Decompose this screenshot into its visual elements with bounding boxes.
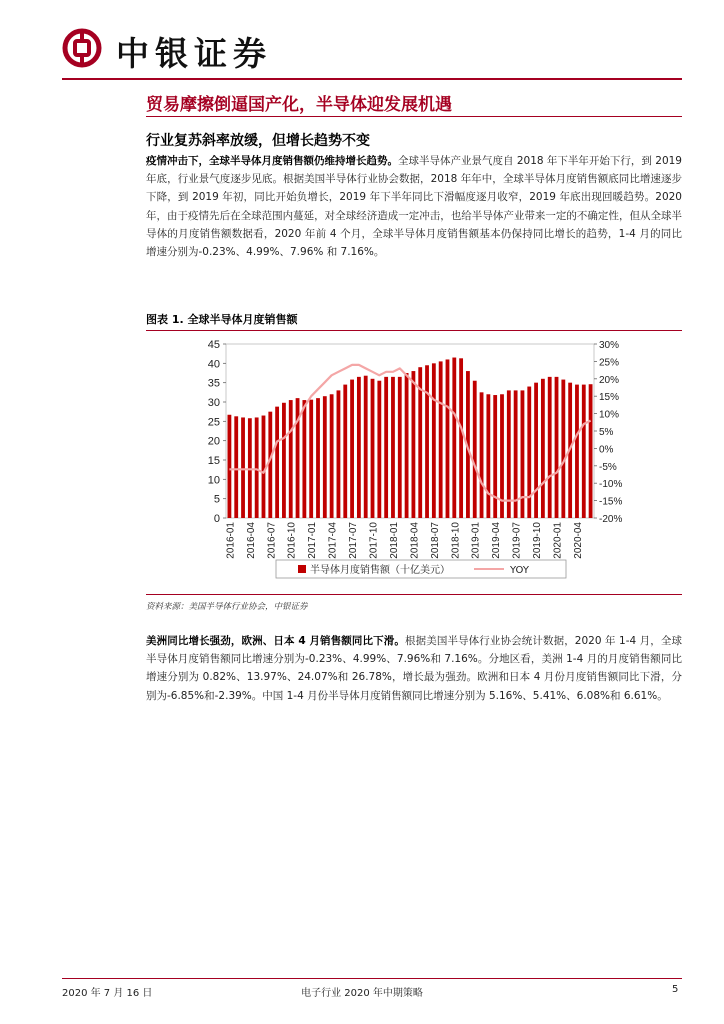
plot-area [226, 344, 594, 518]
sales-bar [432, 363, 436, 518]
source-divider [146, 594, 682, 595]
sales-bar [527, 387, 531, 518]
paragraph-1 [146, 152, 682, 261]
sales-bar [268, 412, 272, 518]
sales-bar [439, 361, 443, 518]
sales-bar [486, 394, 490, 518]
sales-bar [575, 385, 579, 518]
sales-bar [534, 383, 538, 518]
y-right-tick-label: 25% [599, 357, 620, 369]
header-divider [62, 78, 682, 80]
y-left-tick-label: 45 [207, 339, 220, 351]
figure-source: 资料来源：美国半导体行业协会，中银证券 [146, 602, 308, 612]
sales-bar [364, 376, 368, 518]
x-tick-label: 2019-10 [532, 522, 544, 559]
x-tick-label: 2018-10 [450, 522, 462, 559]
sales-bar [282, 403, 286, 518]
sales-bar [480, 392, 484, 518]
footer-date: 2020 年 7 月 16 日 [62, 988, 153, 999]
x-tick-label: 2016-07 [266, 522, 278, 559]
y-left-tick-label: 40 [207, 358, 220, 371]
boc-logo-icon [62, 28, 102, 68]
sales-bar [541, 379, 545, 518]
y-right-tick-label: 15% [599, 392, 620, 404]
y-right-tick-label: -20% [599, 514, 623, 525]
sales-bar [309, 400, 313, 518]
x-tick-label: 2017-10 [368, 522, 380, 559]
sales-bar [350, 380, 354, 518]
sales-bar [398, 377, 402, 518]
footer-report-name: 电子行业 2020 年中期策略 [301, 988, 423, 999]
sales-bar [582, 385, 586, 518]
page-title: 贸易摩擦倒逼国产化，半导体迎发展机遇 [146, 95, 452, 115]
sales-bar [561, 380, 565, 518]
y-left-tick-label: 30 [207, 397, 220, 409]
title-divider [146, 116, 682, 117]
sales-bar [446, 359, 450, 518]
y-right-tick-label: 10% [599, 409, 620, 421]
x-tick-label: 2020-04 [572, 522, 584, 559]
y-right-tick-label: 20% [599, 374, 620, 386]
paragraph-2-lead: 美洲同比增长强劲，欧洲、日本 4 月销售额同比下滑。 [146, 635, 405, 647]
sales-bar [357, 377, 361, 518]
y-left-tick-label: 5 [213, 493, 220, 506]
sales-bar [323, 396, 327, 518]
sales-bar [377, 381, 381, 518]
sales-bar [452, 358, 456, 518]
y-left-tick-label: 0 [213, 513, 220, 525]
footer-divider [62, 978, 682, 979]
x-tick-label: 2016-04 [245, 522, 257, 559]
paragraph-2-body: 根据美国半导体行业协会统计数据，2020 年 1-4 月，全球半导体月度销售额同比增速分别为-0.23%、4.99%、7.96%和 7.16%。分地区看，美洲 1-4 月的月度销售额同比增速分别为 0.82%、13.97%、24.07%和 26.78%，增长最为强劲。欧洲和日本 4 月份月度销售额同比下滑，分别为-6.85%和-2.39%。中国 1-4 月份半导体月度销售额同比增速分别为 5.16%、5.41%、6.08%和 6.61%。 [146, 635, 682, 702]
y-right-tick-label: 30% [599, 340, 620, 351]
x-tick-label: 2018-01 [388, 522, 400, 559]
x-tick-label: 2019-04 [491, 522, 503, 559]
sales-bar [493, 395, 497, 518]
y-left-tick-label: 35 [207, 377, 220, 390]
page-header [62, 22, 682, 74]
y-right-tick-label: 0% [599, 444, 614, 456]
sales-bar [371, 379, 375, 518]
x-tick-label: 2018-04 [409, 522, 421, 559]
sales-bar [289, 400, 293, 518]
x-tick-label: 2020-01 [552, 522, 564, 559]
sales-bar [302, 400, 306, 518]
paragraph-1-lead: 疫情冲击下，全球半导体月度销售额仍维持增长趋势。 [146, 155, 399, 167]
y-right-tick-label: -10% [599, 479, 623, 491]
y-right-tick-label: -5% [599, 461, 617, 473]
paragraph-2 [146, 632, 682, 705]
x-tick-label: 2017-01 [307, 522, 319, 559]
sales-bar [316, 398, 320, 518]
sales-bar [337, 390, 341, 518]
sales-bar [589, 384, 593, 518]
sales-bar [391, 377, 395, 518]
sales-bar [459, 358, 463, 518]
sales-bar [234, 416, 238, 518]
y-right-tick-label: -15% [599, 496, 623, 508]
sales-bar [241, 417, 245, 518]
y-left-tick-label: 25 [207, 416, 220, 429]
sales-bar [255, 417, 259, 518]
sales-bar [275, 407, 279, 518]
semiconductor-sales-chart [190, 332, 640, 592]
x-tick-label: 2017-07 [348, 522, 360, 559]
legend-line-label: YOY [510, 565, 529, 576]
x-tick-label: 2017-04 [327, 522, 339, 559]
legend-bar-label: 半导体月度销售额（十亿美元） [310, 565, 450, 576]
sales-bar [248, 418, 252, 518]
sales-bar [384, 377, 388, 518]
legend-bar-swatch [298, 565, 306, 573]
sales-bar [262, 416, 266, 518]
y-left-tick-label: 10 [207, 474, 220, 487]
sales-bar [473, 381, 477, 518]
sales-bar [227, 415, 231, 518]
y-right-tick-label: 5% [599, 427, 614, 438]
paragraph-1-body: 全球半导体产业景气度自 2018 年下半年开始下行，到 2019 年底，行业景气度逐步见底。根据美国半导体行业协会数据，2018 年年中，全球半导体月度销售额底同比增速逐步下降，到 2019 年初，同比开始负增长，2019 年下半年同比下滑幅度逐月收窄，2019 年底出现回暖趋势。2020 年，由于疫情先后在全球范围内蔓延，对全球经济造成一定冲击，也给半导体产业带来一定的不确定性，但从全球半导体的月度销售额数据看，2020 年前 4 个月，全球半导体月度销售额基本仍保持同比增长的趋势，1-4 月的同比增速分别为-0.23%、4.99%、7.96% 和 7.16%。 [146, 155, 682, 259]
brand-name: 中银证券 [116, 34, 272, 73]
sales-bar [425, 365, 429, 518]
figure-title: 图表 1. 全球半导体月度销售额 [146, 313, 298, 326]
x-tick-label: 2016-10 [286, 522, 298, 559]
sales-bar [411, 371, 415, 518]
sales-bar [343, 385, 347, 518]
y-left-tick-label: 20 [207, 435, 220, 448]
section-heading: 行业复苏斜率放缓，但增长趋势不变 [146, 133, 370, 149]
sales-bar [555, 377, 559, 518]
sales-bar [548, 377, 552, 518]
x-tick-label: 2019-01 [470, 522, 482, 559]
y-left-tick-label: 15 [207, 455, 220, 467]
sales-bar [330, 394, 334, 518]
sales-bar [507, 390, 511, 518]
figure-divider [146, 330, 682, 331]
sales-bar [405, 373, 409, 518]
x-tick-label: 2016-01 [225, 522, 237, 559]
footer-page-number: 5 [672, 984, 679, 995]
x-tick-label: 2018-07 [429, 522, 441, 559]
x-tick-label: 2019-07 [511, 522, 523, 559]
